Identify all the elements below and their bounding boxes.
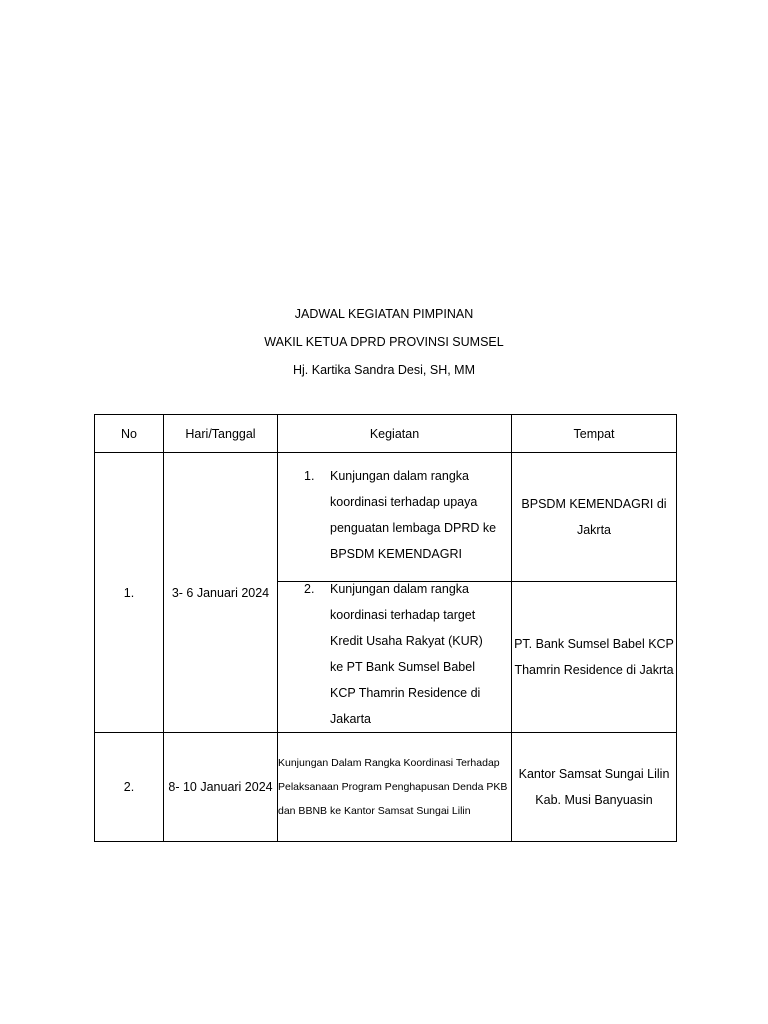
header-place: Tempat [512,415,677,453]
row-2-place: Kantor Samsat Sungai Lilin Kab. Musi Banyuasin [512,733,677,842]
document-heading [0,300,768,384]
header-no: No [95,415,164,453]
header-activity: Kegiatan [278,415,512,453]
row-2-date: 8- 10 Januari 2024 [164,733,278,842]
official-name: Hj. Kartika Sandra Desi, SH, MM [293,363,475,377]
activity-2-text: Kunjungan dalam rangka koordinasi terhadap target Kredit Usaha Rakyat (KUR) ke PT Bank Sumsel Babel KCP Thamrin Residence di Jakarta [330,582,483,726]
header-date: Hari/Tanggal [164,415,278,453]
activity-1-number: 1. [304,469,315,483]
row-1-activity-1 [278,453,512,582]
activity-2-number: 2. [304,582,315,596]
row-1-date: 3- 6 Januari 2024 [164,453,278,733]
row-1-activity-2 [278,582,512,733]
row-1-number: 1. [95,453,164,733]
document-title: JADWAL KEGIATAN PIMPINAN [294,307,474,321]
row-1-place-2: PT. Bank Sumsel Babel KCP Thamrin Residence di Jakrta [512,582,677,733]
row-2-number: 2. [95,733,164,842]
activity-1-text: Kunjungan dalam rangka koordinasi terhadap upaya penguatan lembaga DPRD ke BPSDM KEMENDAGRI [330,469,497,561]
table-row [95,733,677,842]
schedule-table [94,414,677,842]
table-header-row [95,415,677,453]
row-2-activity: Kunjungan Dalam Rangka Koordinasi Terhadap Pelaksanaan Program Penghapusan Denda PKB dan BBNB ke Kantor Samsat Sungai Lilin [278,733,512,842]
document-subtitle: WAKIL KETUA DPRD PROVINSI SUMSEL [264,335,504,349]
row-1-place-1: BPSDM KEMENDAGRI di Jakrta [512,453,677,582]
table-row [95,453,677,582]
